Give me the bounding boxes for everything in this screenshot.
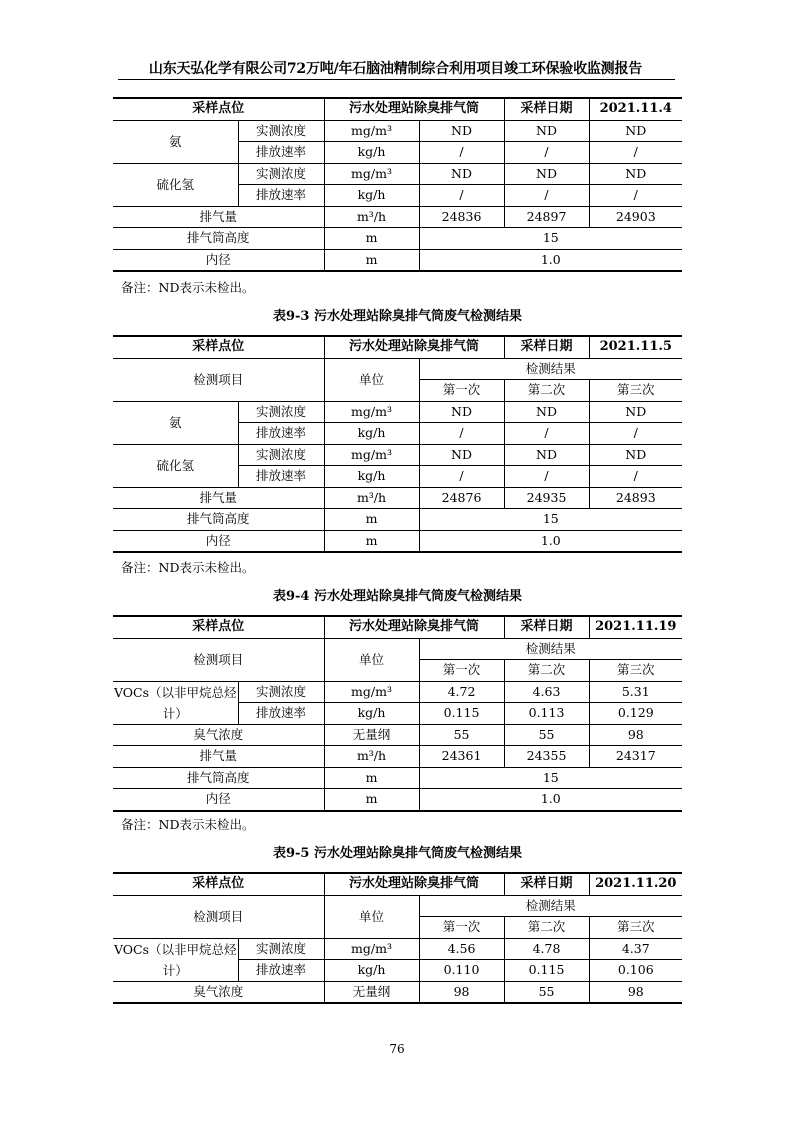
round-label: 第一次: [419, 917, 504, 939]
value-cell: /: [419, 142, 504, 164]
value-cell: /: [504, 185, 589, 207]
value-cell: 24317: [589, 746, 682, 768]
table-row: [113, 98, 682, 120]
value-cell: 15: [419, 509, 682, 531]
metric-label: 排气量: [113, 746, 324, 768]
value-cell: 98: [589, 724, 682, 746]
value-cell: 98: [419, 981, 504, 1003]
value-cell: ND: [589, 444, 682, 466]
results-table-9-4: [113, 615, 682, 812]
page-number: 76: [389, 1042, 405, 1056]
table-row: [113, 401, 682, 423]
metric-label: 臭气浓度: [113, 981, 324, 1003]
value-cell: /: [589, 466, 682, 488]
unit-label: 单位: [324, 358, 419, 401]
table-row: [113, 767, 682, 789]
unit-cell: 无量纲: [324, 724, 419, 746]
value-cell: ND: [589, 163, 682, 185]
sampling-point-label: 采样点位: [113, 98, 324, 120]
value-cell: 24355: [504, 746, 589, 768]
table-note: 备注：ND表示未检出。: [121, 817, 255, 832]
value-cell: ND: [504, 120, 589, 142]
table-note: 备注：ND表示未检出。: [121, 280, 255, 295]
metric-label: 实测浓度: [238, 938, 324, 960]
unit-cell: m³/h: [324, 206, 419, 228]
table-row: [113, 120, 682, 142]
table-row: [113, 746, 682, 768]
unit-cell: kg/h: [324, 142, 419, 164]
unit-cell: kg/h: [324, 466, 419, 488]
value-cell: 5.31: [589, 681, 682, 703]
metric-label: 排放速率: [238, 185, 324, 207]
table-row: [113, 358, 682, 380]
value-cell: 24876: [419, 487, 504, 509]
value-cell: ND: [504, 401, 589, 423]
table-caption: 表9-4 污水处理站除臭排气筒废气检测结果: [272, 589, 522, 604]
value-cell: /: [419, 466, 504, 488]
station-name: 污水处理站除臭排气筒: [324, 873, 504, 895]
detection-result-label: 检测结果: [419, 358, 682, 380]
unit-cell: m: [324, 228, 419, 250]
metric-label: 实测浓度: [238, 163, 324, 185]
results-table-9-5: [113, 872, 682, 1004]
metric-label: 排放速率: [238, 703, 324, 725]
metric-label: 排气筒高度: [113, 228, 324, 250]
value-cell: 15: [419, 228, 682, 250]
value-cell: /: [419, 423, 504, 445]
value-cell: 0.129: [589, 703, 682, 725]
sampling-point-label: 采样点位: [113, 336, 324, 358]
pollutant-name: VOCs（以非甲烷总烃计）: [113, 938, 238, 981]
value-cell: 1.0: [419, 249, 682, 271]
sampling-date: 2021.11.20: [589, 873, 682, 895]
value-cell: 0.115: [504, 960, 589, 982]
metric-label: 排气筒高度: [113, 509, 324, 531]
metric-label: 排放速率: [238, 142, 324, 164]
table-row: [113, 228, 682, 250]
value-cell: 4.56: [419, 938, 504, 960]
metric-label: 实测浓度: [238, 401, 324, 423]
value-cell: 55: [504, 724, 589, 746]
table-row: [113, 681, 682, 703]
value-cell: 24893: [589, 487, 682, 509]
metric-label: 实测浓度: [238, 444, 324, 466]
round-label: 第三次: [589, 660, 682, 682]
station-name: 污水处理站除臭排气筒: [324, 616, 504, 638]
value-cell: /: [504, 466, 589, 488]
value-cell: 1.0: [419, 530, 682, 552]
metric-label: 排气量: [113, 487, 324, 509]
table-row: [113, 789, 682, 811]
unit-cell: kg/h: [324, 703, 419, 725]
station-name: 污水处理站除臭排气筒: [324, 98, 504, 120]
unit-cell: m: [324, 767, 419, 789]
unit-cell: m³/h: [324, 487, 419, 509]
round-label: 第二次: [504, 917, 589, 939]
metric-label: 内径: [113, 530, 324, 552]
table-row: [113, 616, 682, 638]
value-cell: 24897: [504, 206, 589, 228]
value-cell: ND: [419, 120, 504, 142]
round-label: 第一次: [419, 380, 504, 402]
metric-label: 排放速率: [238, 960, 324, 982]
round-label: 第二次: [504, 380, 589, 402]
unit-cell: 无量纲: [324, 981, 419, 1003]
pollutant-name: 硫化氢: [113, 163, 238, 206]
value-cell: 0.106: [589, 960, 682, 982]
value-cell: 0.110: [419, 960, 504, 982]
unit-cell: mg/m³: [324, 401, 419, 423]
sampling-point-label: 采样点位: [113, 616, 324, 638]
value-cell: 55: [504, 981, 589, 1003]
value-cell: ND: [504, 444, 589, 466]
metric-label: 排气量: [113, 206, 324, 228]
unit-cell: m: [324, 530, 419, 552]
round-label: 第三次: [589, 917, 682, 939]
value-cell: /: [504, 142, 589, 164]
value-cell: 24836: [419, 206, 504, 228]
table-row: [113, 509, 682, 531]
round-label: 第三次: [589, 380, 682, 402]
metric-label: 臭气浓度: [113, 724, 324, 746]
detection-result-label: 检测结果: [419, 895, 682, 917]
unit-cell: mg/m³: [324, 938, 419, 960]
detection-item-label: 检测项目: [113, 358, 324, 401]
value-cell: 4.72: [419, 681, 504, 703]
value-cell: 98: [589, 981, 682, 1003]
value-cell: ND: [419, 444, 504, 466]
round-label: 第二次: [504, 660, 589, 682]
unit-label: 单位: [324, 895, 419, 938]
value-cell: 55: [419, 724, 504, 746]
table-row: [113, 638, 682, 660]
detection-item-label: 检测项目: [113, 638, 324, 681]
value-cell: /: [589, 185, 682, 207]
pollutant-name: 氨: [113, 401, 238, 444]
metric-label: 内径: [113, 249, 324, 271]
header-divider: [118, 79, 675, 80]
value-cell: 0.115: [419, 703, 504, 725]
unit-cell: m³/h: [324, 746, 419, 768]
value-cell: 15: [419, 767, 682, 789]
value-cell: 24935: [504, 487, 589, 509]
metric-label: 排放速率: [238, 466, 324, 488]
value-cell: 0.113: [504, 703, 589, 725]
table-row: [113, 530, 682, 552]
sampling-date: 2021.11.4: [589, 98, 682, 120]
metric-label: 内径: [113, 789, 324, 811]
table-row: [113, 724, 682, 746]
detection-item-label: 检测项目: [113, 895, 324, 938]
results-table-1: [113, 97, 682, 272]
metric-label: 实测浓度: [238, 681, 324, 703]
value-cell: ND: [589, 120, 682, 142]
sampling-date-label: 采样日期: [504, 336, 589, 358]
pollutant-name: VOCs（以非甲烷总烃计）: [113, 681, 238, 724]
value-cell: 1.0: [419, 789, 682, 811]
report-header: 山东天弘化学有限公司72万吨/年石脑油精制综合利用项目竣工环保验收监测报告: [148, 61, 643, 77]
unit-cell: m: [324, 249, 419, 271]
table-note: 备注：ND表示未检出。: [121, 560, 255, 575]
value-cell: 4.63: [504, 681, 589, 703]
table-row: [113, 938, 682, 960]
unit-cell: mg/m³: [324, 120, 419, 142]
value-cell: 4.78: [504, 938, 589, 960]
unit-cell: kg/h: [324, 423, 419, 445]
value-cell: 24903: [589, 206, 682, 228]
table-caption: 表9-3 污水处理站除臭排气筒废气检测结果: [272, 309, 522, 324]
sampling-point-label: 采样点位: [113, 873, 324, 895]
value-cell: ND: [504, 163, 589, 185]
sampling-date-label: 采样日期: [504, 98, 589, 120]
value-cell: ND: [419, 401, 504, 423]
table-row: [113, 206, 682, 228]
unit-cell: kg/h: [324, 185, 419, 207]
value-cell: 24361: [419, 746, 504, 768]
pollutant-name: 硫化氢: [113, 444, 238, 487]
table-row: [113, 981, 682, 1003]
table-row: [113, 336, 682, 358]
table-row: [113, 444, 682, 466]
unit-cell: mg/m³: [324, 163, 419, 185]
station-name: 污水处理站除臭排气筒: [324, 336, 504, 358]
unit-cell: mg/m³: [324, 444, 419, 466]
sampling-date-label: 采样日期: [504, 873, 589, 895]
table-row: [113, 163, 682, 185]
metric-label: 实测浓度: [238, 120, 324, 142]
results-table-9-3: [113, 335, 682, 553]
value-cell: ND: [419, 163, 504, 185]
value-cell: /: [589, 423, 682, 445]
unit-cell: m: [324, 509, 419, 531]
pollutant-name: 氨: [113, 120, 238, 163]
value-cell: 4.37: [589, 938, 682, 960]
table-row: [113, 895, 682, 917]
table-row: [113, 873, 682, 895]
unit-label: 单位: [324, 638, 419, 681]
value-cell: ND: [589, 401, 682, 423]
table-row: [113, 249, 682, 271]
detection-result-label: 检测结果: [419, 638, 682, 660]
value-cell: /: [504, 423, 589, 445]
metric-label: 排气筒高度: [113, 767, 324, 789]
unit-cell: kg/h: [324, 960, 419, 982]
sampling-date: 2021.11.19: [589, 616, 682, 638]
value-cell: /: [419, 185, 504, 207]
sampling-date: 2021.11.5: [589, 336, 682, 358]
table-caption: 表9-5 污水处理站除臭排气筒废气检测结果: [272, 846, 522, 861]
unit-cell: mg/m³: [324, 681, 419, 703]
metric-label: 排放速率: [238, 423, 324, 445]
value-cell: /: [589, 142, 682, 164]
sampling-date-label: 采样日期: [504, 616, 589, 638]
table-row: [113, 487, 682, 509]
unit-cell: m: [324, 789, 419, 811]
round-label: 第一次: [419, 660, 504, 682]
